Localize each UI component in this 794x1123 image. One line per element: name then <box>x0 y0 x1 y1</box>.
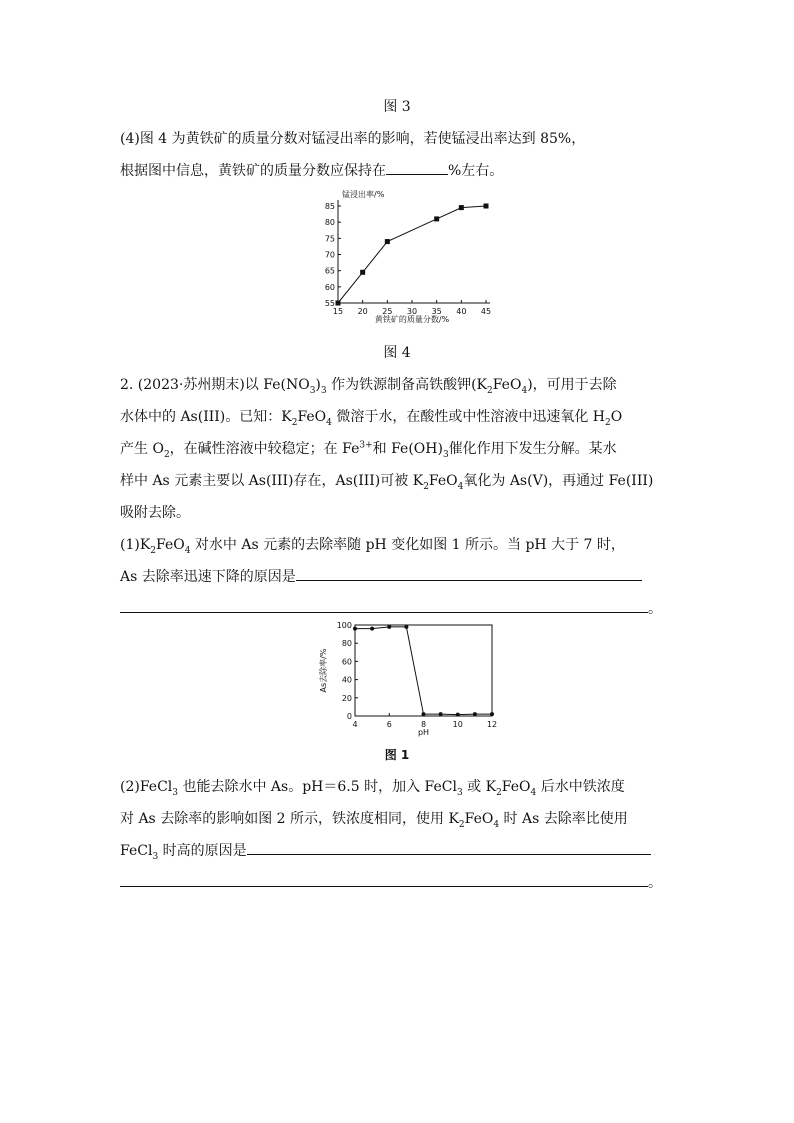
x-tick-label: 15 <box>332 307 344 316</box>
x-tick-label: 30 <box>406 307 418 316</box>
data-point <box>484 204 489 209</box>
data-point <box>385 239 390 244</box>
y-tick-label: 60 <box>341 657 352 667</box>
data-point <box>370 627 374 631</box>
y-axis-label: As去除率/% <box>319 648 328 693</box>
question-2-line-1: 2. (2023·苏州期末)以 $Fe(NO_3)_3$ 作为铁源制备高铁酸钾$(K_2FeO_4)$，可用于去除 <box>120 377 617 396</box>
y-tick-label: 70 <box>324 250 335 260</box>
data-point <box>439 712 443 716</box>
series-line <box>355 627 492 715</box>
x-tick-label: 8 <box>420 720 427 729</box>
data-point <box>387 625 391 629</box>
question-2-line-2: 水体中的 As(III)。已知：$K_2FeO_4$ 微溶于水，在酸性或中性溶液中迅速氧化 $H_2O$ <box>120 409 623 428</box>
question-2-1-line-2: As 去除率迅速下降的原因是 <box>120 566 680 586</box>
x-tick-label: 20 <box>357 307 368 316</box>
y-tick-label: 55 <box>324 299 335 308</box>
x-tick-label: 45 <box>480 307 492 316</box>
x-tick-label: 25 <box>382 307 393 316</box>
question-2-2-line-2: 对 As 去除率的影响如图 2 所示，铁浓度相同，使用 $K_2FeO_4$ 时 As 去除率比使用 <box>120 811 628 830</box>
data-point <box>353 627 357 631</box>
x-axis-label: pH <box>417 728 430 737</box>
data-point <box>422 712 426 716</box>
question-2-line-4: 样中 As 元素主要以 As(III)存在，As(III)可被 $K_2FeO_4$氧化为 As(Ⅴ)，再通过 Fe(III) <box>120 473 654 492</box>
question-2-line-5: 吸附去除。 <box>120 505 190 521</box>
answer-blank[interactable] <box>386 160 448 175</box>
y-tick-label: 65 <box>324 266 335 276</box>
x-tick-label: 40 <box>456 307 467 316</box>
figure-4-caption: 图 4 <box>383 345 411 361</box>
y-tick-label: 0 <box>346 712 352 721</box>
figure-1-caption: 图 1 <box>384 748 410 762</box>
y-axis-label: 锰浸出率/% <box>342 190 385 199</box>
series-line <box>338 206 486 303</box>
y-tick-label: 75 <box>324 234 335 244</box>
x-tick-label: 4 <box>352 720 358 729</box>
answer-blank[interactable] <box>120 598 648 613</box>
data-point <box>473 712 477 716</box>
data-point <box>404 625 408 629</box>
plot-frame <box>355 625 492 716</box>
data-point <box>490 712 494 716</box>
answer-blank[interactable] <box>247 840 651 855</box>
x-tick-label: 10 <box>452 720 463 729</box>
question-2-line-3: 产生 $O_2$，在碱性溶液中较稳定；在 $Fe^{3+}$和 $Fe(OH)_3$催化作用下发生分解。某水 <box>120 440 617 460</box>
y-tick-label: 60 <box>324 282 335 292</box>
y-tick-label: 80 <box>341 639 352 649</box>
data-point <box>456 713 460 717</box>
question-2-1-line-1: $(1)K_2FeO_4$ 对水中 As 元素的去除率随 pH 变化如图 1 所示。当 pH 大于 7 时， <box>120 537 625 556</box>
question-4-line-2: 根据图中信息，黄铁矿的质量分数应保持在 %左右。 <box>120 160 680 180</box>
y-tick-label: 100 <box>336 621 352 630</box>
figure-1-chart <box>318 618 503 746</box>
y-tick-label: 80 <box>324 218 335 228</box>
question-2-2-line-3: FeCl$_3$ 时高的原因是 <box>120 840 680 860</box>
question-2-2-line-4: 。 <box>120 872 680 892</box>
data-point <box>459 205 464 210</box>
x-axis-label: 黄铁矿的质量分数/% <box>374 315 450 324</box>
question-2-2-line-1: (2)FeCl$_3$ 也能去除水中 As。pH＝6.5 时，加入 FeCl$_3$ 或 $K_2FeO_4$ 后水中铁浓度 <box>120 779 625 798</box>
figure-3-caption: 图 3 <box>383 99 411 115</box>
answer-blank[interactable] <box>296 566 642 581</box>
y-tick-label: 20 <box>341 693 352 703</box>
data-point <box>434 216 439 221</box>
question-2-1-line-3: 。 <box>120 598 680 618</box>
x-tick-label: 12 <box>486 720 498 729</box>
x-tick-label: 6 <box>386 720 392 729</box>
data-point <box>336 301 341 306</box>
answer-blank[interactable] <box>120 872 648 887</box>
y-tick-label: 85 <box>324 202 335 211</box>
x-tick-label: 35 <box>431 307 442 316</box>
question-4-line-1: (4)图 4 为黄铁矿的质量分数对锰浸出率的影响，若使锰浸出率达到 85%， <box>120 131 586 147</box>
data-point <box>360 270 365 275</box>
y-tick-label: 40 <box>341 675 352 685</box>
figure-4-chart <box>300 186 510 336</box>
